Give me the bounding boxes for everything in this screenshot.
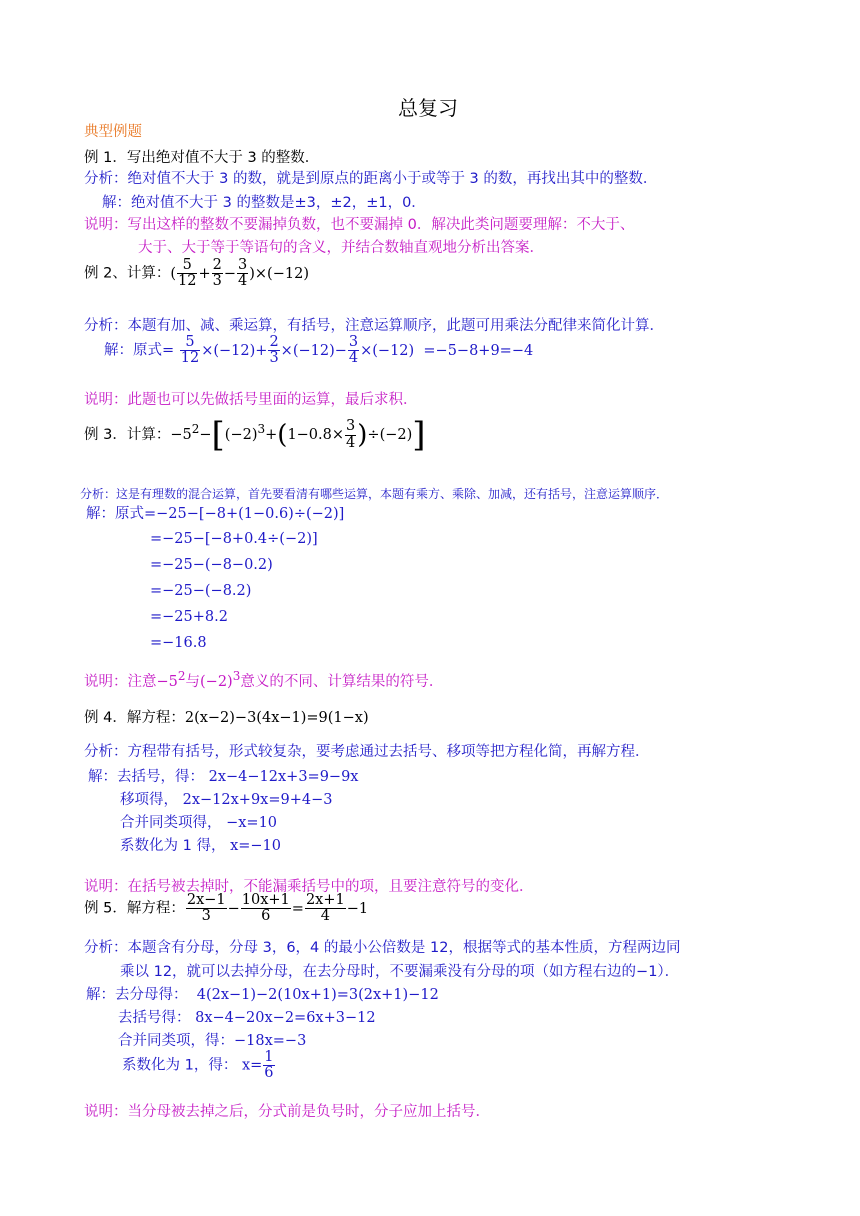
ex5-step-2-eq: 8x−4−20x−2=6x+3−12 (195, 1010, 376, 1026)
ex5-note: 说明：当分母被去掉之后，分式前是负号时，分子应加上括号． (84, 1104, 490, 1120)
ex5-step-4 (122, 1050, 276, 1081)
ex5-step-3-eq: −18x=−3 (234, 1033, 307, 1049)
ex3-step-1: =−25−[−8+0.4÷(−2)] (150, 531, 318, 547)
page-title: 总复习 (398, 96, 458, 120)
ex4-step-1 (88, 765, 358, 786)
ex4-note: 说明：在括号被去掉时，不能漏乘括号中的项，且要注意符号的变化． (84, 879, 534, 895)
ex4-step-2-eq: 2x−12x+9x=9+4−3 (182, 792, 333, 808)
ex2-question-label: 例 2、计算： (84, 265, 171, 282)
ex2-analysis: 分析：本题有加、减、乘运算，有括号，注意运算顺序，此题可用乘法分配律来简化计算． (84, 318, 664, 334)
ex4-analysis: 分析：方程带有括号，形式较复杂，要考虑通过去括号、移项等把方程化简，再解方程． (84, 744, 650, 760)
ex3-step-2: =−25−(−8−0.2) (150, 557, 273, 573)
ex4-step-2-label: 移项得， (120, 792, 178, 808)
ex5-step-4-fraction: $\frac{1}{6}$ (264, 1049, 274, 1082)
ex2-solution (104, 335, 533, 366)
ex5-step-2-label: 去括号得： (118, 1010, 191, 1026)
ex5-question (84, 893, 368, 924)
ex4-step-3-label: 合并同类项得， (120, 815, 222, 831)
ex5-step-3-label: 合并同类项，得： (118, 1033, 234, 1049)
ex3-expression: $-5^2-[(-2)^3+(1-0.8\times$ $\frac{3}{4}$ )÷(−2)] (170, 415, 426, 455)
section-heading: 典型例题 (84, 124, 142, 140)
ex1-note-line1: 说明：写出这样的整数不要漏掉负数，也不要漏掉 0．解决此类问题要理解：不大于、 (84, 217, 635, 233)
ex1-solution: 解：绝对值不大于 3 的整数是±3，±2，±1，0． (102, 195, 426, 211)
ex5-step-1-label: 解：去分母得： (86, 987, 188, 1003)
ex2-solution-expression: $\frac{5}{12}$ ×(−12)+ $\frac{2}{3}$ ×(−12)− $\frac{3}{4}$ ×(−12) =−5−8+9=−4 (180, 334, 534, 367)
ex2-question (84, 258, 309, 289)
ex2-solution-label: 解：原式= (104, 342, 175, 359)
ex3-analysis: 分析：这是有理数的混合运算，首先要看清有哪些运算，本题有乘方、乘除、加减，还有括号，注意运算顺序． (80, 487, 669, 501)
ex3-step-3: =−25−(−8.2) (150, 583, 252, 599)
ex4-step-4-label: 系数化为 1 得， (120, 838, 226, 854)
ex5-step-1 (86, 983, 439, 1004)
ex3-step-4: =−25+8.2 (150, 609, 228, 625)
ex1-analysis: 分析：绝对值不大于 3 的数，就是到原点的距离小于或等于 3 的数，再找出其中的整数． (84, 171, 658, 187)
ex5-analysis-line2: 乘以 12，就可以去掉分母，在去分母时，不要漏乘没有分母的项（如方程右边的−1）． (120, 964, 680, 980)
ex3-solution (86, 502, 344, 523)
ex5-equation: $\frac{2x-1}{3}$ − $\frac{10x+1}{6}$ = $\frac{2x+1}{4}$ −1 (186, 892, 369, 925)
ex3-note-a: 说明：注意 (84, 673, 157, 690)
ex3-question-label: 例 3．计算： (84, 427, 171, 443)
ex5-step-4-eq: x= (241, 1057, 263, 1074)
ex5-question-label: 例 5．解方程： (84, 900, 185, 917)
ex5-analysis-line1: 分析：本题含有分母，分母 3，6，4 的最小公倍数是 12，根据等式的基本性质，方程两边同 (84, 940, 681, 956)
ex4-question (84, 706, 369, 727)
ex3-solution-label: 解：原式= (86, 506, 157, 522)
ex4-question-label: 例 4．解方程： (84, 710, 185, 726)
ex3-note: 说明：注意$-5^2$与$(-2)^3$意义的不同、计算结果的符号． (84, 669, 444, 690)
ex4-step-3-eq: −x=10 (226, 815, 278, 831)
ex2-expression: ( $\frac{5}{12}$ + $\frac{2}{3}$ − $\frac{3}{4}$ )×(−12) (170, 257, 309, 290)
ex1-question: 例 1．写出绝对值不大于 3 的整数． (84, 150, 320, 166)
ex3-note-b: 与 (185, 673, 201, 690)
ex5-step-4-label: 系数化为 1，得： (122, 1057, 238, 1074)
ex3-step-5: =−16.8 (150, 635, 207, 651)
ex4-step-1-label: 解：去括号，得： (88, 769, 204, 785)
ex4-step-4 (120, 834, 281, 855)
ex5-step-3 (118, 1029, 306, 1050)
ex3-question (84, 415, 426, 455)
ex3-step-0: −25−[−8+(1−0.6)÷(−2)] (156, 506, 345, 522)
ex3-note-c: 意义的不同、计算结果的符号． (240, 673, 444, 690)
ex4-step-3 (120, 811, 277, 832)
ex2-note: 说明：此题也可以先做括号里面的运算，最后求积． (84, 392, 418, 408)
ex1-note-line2: 大于、大于等于等语句的含义，并结合数轴直观地分析出答案． (138, 240, 544, 256)
ex5-step-1-eq: 4(2x−1)−2(10x+1)=3(2x+1)−12 (196, 987, 439, 1003)
ex4-step-4-eq: x=−10 (230, 838, 281, 854)
ex5-step-2 (118, 1006, 376, 1027)
ex4-equation: 2(x−2)−3(4x−1)=9(1−x) (184, 710, 369, 726)
ex4-step-2 (120, 788, 332, 809)
ex4-step-1-eq: 2x−4−12x+3=9−9x (208, 769, 359, 785)
